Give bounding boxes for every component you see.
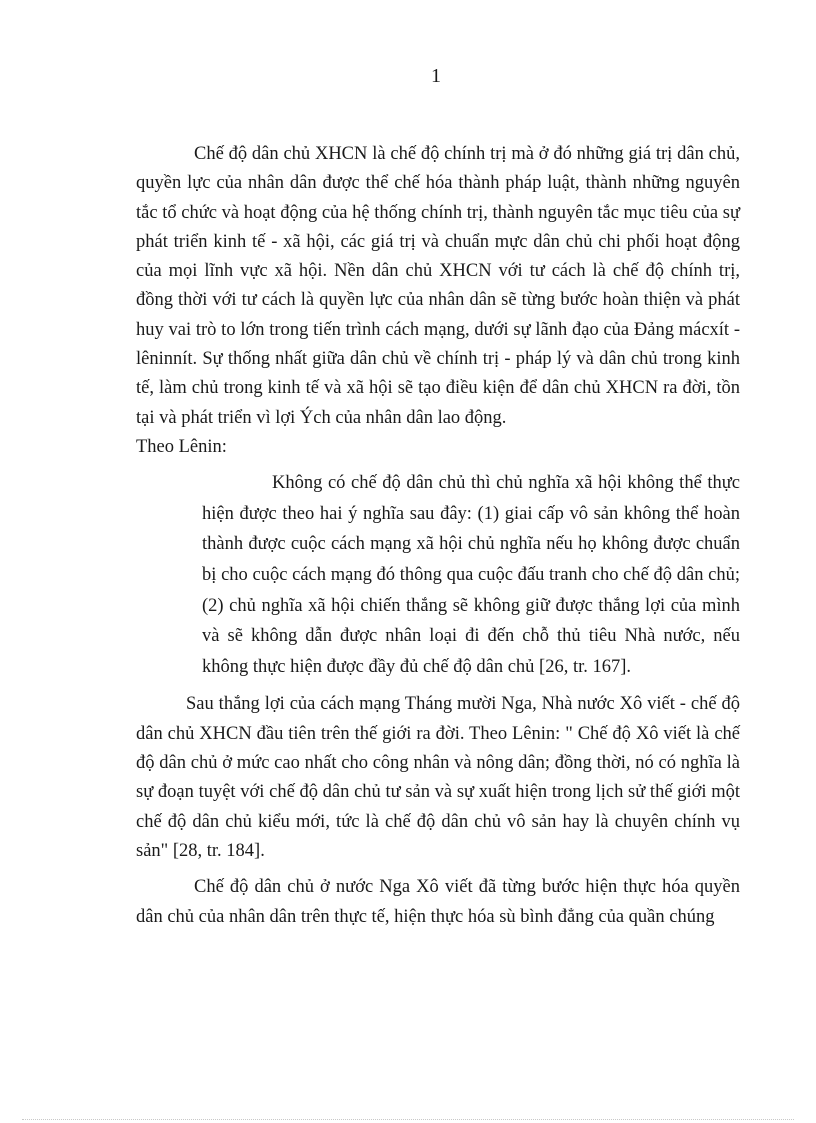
body-text — [136, 140, 740, 932]
paragraph-theo-lenin: Theo Lênin: — [136, 436, 227, 457]
paragraph-october-revolution: Sau thắng lợi của cách mạng Tháng mười Nga, Nhà nước Xô viết - chế độ dân chủ XHCN đầu tiên trên thế giới ra đời. Theo Lênin: " Chế độ Xô viết là chế độ dân chủ ở mức cao nhất cho công nhân và nông dân; đồng thời, nó có nghĩa là sự đoạn tuyệt với chế độ dân chủ tư sản và sự xuất hiện trong lịch sử thế giới một chế độ dân chủ kiểu mới, tức là chế độ dân chủ vô sản hay là chuyên chính vụ sản" [28, tr. 184]. — [136, 694, 740, 861]
paragraph-soviet-democracy: Chế độ dân chủ ở nước Nga Xô viết đã từng bước hiện thực hóa quyền dân chủ của nhân dân trên thực tế, hiện thực hóa sù bình đẳng của quần chúng — [136, 877, 740, 927]
paragraph-intro: Chế độ dân chủ XHCN là chế độ chính trị mà ở đó những giá trị dân chủ, quyền lực của nhân dân được thể chế hóa thành pháp luật, thành những nguyên tắc tổ chức và hoạt động của hệ thống chính trị, thành nguyên tắc mục tiêu của sự phát triển kinh tế - xã hội, các giá trị và chuẩn mực dân chủ chi phối hoạt động của mọi lĩnh vực xã hội. Nền dân chủ XHCN với tư cách là chế độ chính trị, đồng thời với tư cách là quyền lực của nhân dân sẽ từng bước hoàn thiện và phát huy vai trò to lớn trong tiến trình cách mạng, dưới sự lãnh đạo của Đảng mácxít - lêninnít. Sự thống nhất giữa dân chủ về chính trị - pháp lý và dân chủ trong kinh tế, làm chủ trong kinh tế và xã hội sẽ tạo điều kiện để dân chủ XHCN ra đời, tồn tại và phát triển vì lợi Ých của nhân dân lao động. — [136, 144, 740, 428]
page-number: 1 — [431, 65, 441, 87]
block-quote: Không có chế độ dân chủ thì chủ nghĩa xã hội không thể thực hiện được theo hai ý nghĩa sau đây: (1) giai cấp vô sản không thể hoàn thành được cuộc cách mạng xã hội chủ nghĩa nếu họ không được chuẩn bị cho cuộc cách mạng đó thông qua cuộc đấu tranh cho chế độ dân chủ; (2) chủ nghĩa xã hội chiến thắng sẽ không giữ được thắng lợi của mình và sẽ không dẫn được nhân loại đi đến chỗ thủ tiêu Nhà nước, nếu không thực hiện được đầy đủ chế độ dân chủ [26, tr. 167]. — [202, 473, 740, 677]
page-bottom-divider — [22, 1119, 794, 1120]
